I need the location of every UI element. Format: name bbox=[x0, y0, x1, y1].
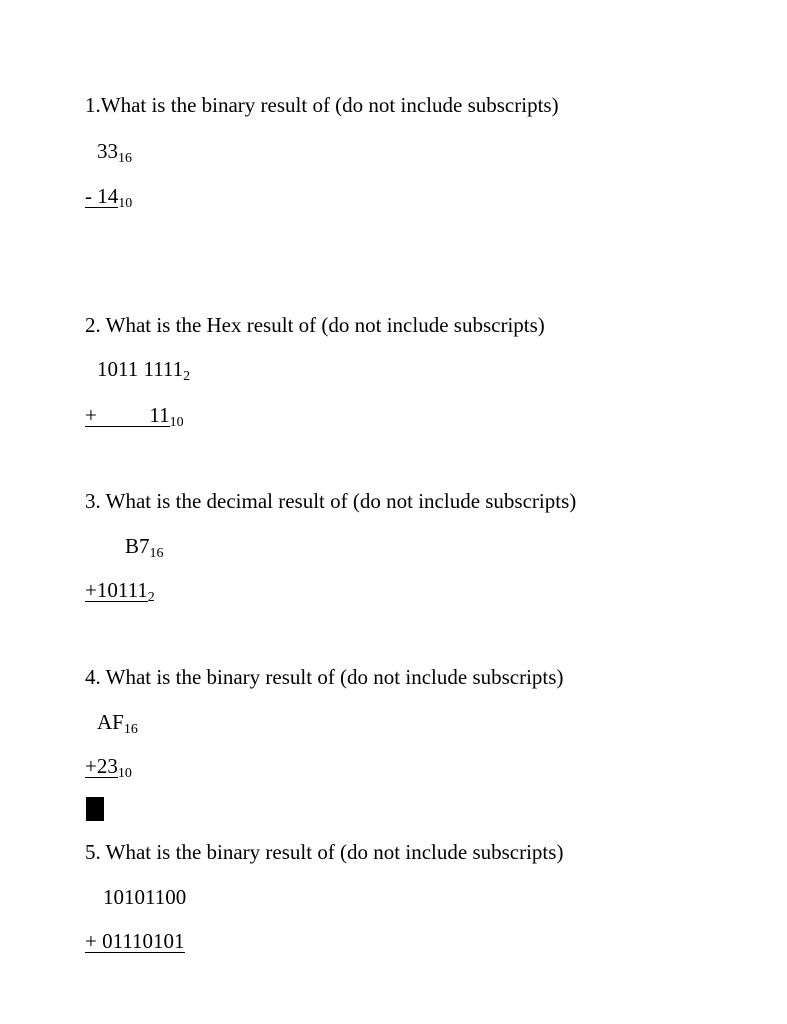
question-3-bottom-operand bbox=[85, 578, 155, 606]
question-2-top-operand bbox=[97, 357, 190, 385]
question-1-top-value: 33 bbox=[97, 139, 118, 163]
question-3-top-base: 16 bbox=[149, 546, 164, 561]
question-1-bottom-operand bbox=[85, 184, 132, 212]
question-4-top-value: AF bbox=[97, 710, 124, 734]
question-2-bottom-operand bbox=[85, 403, 184, 431]
question-5-top-value: 10101100 bbox=[103, 885, 187, 909]
text-cursor bbox=[86, 797, 104, 821]
question-5-top-operand bbox=[103, 885, 186, 909]
question-4-bottom-base: 10 bbox=[117, 766, 132, 781]
question-4-bottom-operand bbox=[85, 754, 132, 782]
question-5-bottom-value: + 01110101 bbox=[85, 929, 185, 953]
question-3-prompt: 3. What is the decimal result of (do not include subscripts) bbox=[85, 489, 577, 513]
question-2-bottom-base: 10 bbox=[169, 415, 184, 430]
question-5-prompt: 5. What is the binary result of (do not include subscripts) bbox=[85, 840, 564, 864]
question-1-bottom-value: - 14 bbox=[85, 184, 119, 208]
question-3-top-value: B7 bbox=[125, 534, 150, 558]
question-3-bottom-value: +10111 bbox=[85, 578, 148, 602]
question-1-top-base: 16 bbox=[118, 151, 132, 166]
question-1-top-operand bbox=[97, 139, 132, 167]
question-5-bottom-operand bbox=[85, 929, 185, 953]
question-3-top-operand bbox=[125, 534, 164, 562]
question-4-bottom-value: +23 bbox=[85, 754, 118, 778]
question-4-top-base: 16 bbox=[123, 722, 138, 737]
question-2-top-base: 2 bbox=[183, 369, 191, 384]
question-4-prompt: 4. What is the binary result of (do not include subscripts) bbox=[85, 665, 564, 689]
question-2-top-value: 1011 1111 bbox=[97, 357, 184, 381]
question-1-prompt: 1.What is the binary result of (do not include subscripts) bbox=[85, 93, 559, 117]
question-3-bottom-base: 2 bbox=[147, 590, 155, 605]
question-2-prompt: 2. What is the Hex result of (do not include subscripts) bbox=[85, 313, 545, 337]
question-2-bottom-value: + 11 bbox=[85, 403, 170, 427]
question-1-bottom-base: 10 bbox=[118, 196, 133, 211]
question-4-top-operand bbox=[97, 710, 138, 738]
